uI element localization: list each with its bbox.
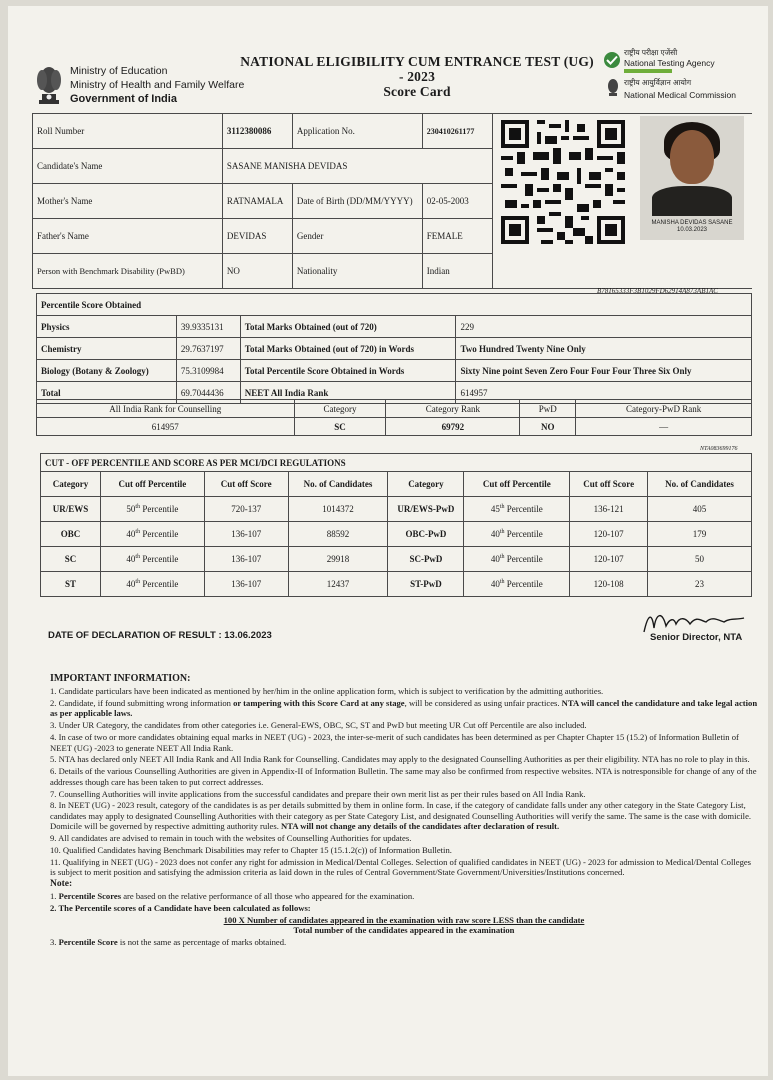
counselling-rank: 614957 xyxy=(37,418,295,436)
note-item xyxy=(50,937,758,947)
cutoff-cell xyxy=(100,497,204,522)
cutoff-cell: ST-PwD xyxy=(388,572,464,597)
note-text-bold: Percentile Score xyxy=(58,936,118,947)
ministry-health: Ministry of Health and Family Welfare xyxy=(70,79,245,91)
air-label: NEET All India Rank xyxy=(240,382,456,404)
rank-table xyxy=(36,399,752,436)
note-text-bold: Percentile Scores xyxy=(58,890,122,901)
cutoff-cell: 29918 xyxy=(288,547,388,572)
pct-word: Percentile xyxy=(506,529,543,539)
signatory-title: Senior Director, NTA xyxy=(650,632,743,643)
pct-num: 40 xyxy=(126,554,136,564)
pct-num: 40 xyxy=(126,579,136,589)
pct-word: Percentile xyxy=(506,504,543,514)
cutoff-reference-code: NTA083699176 xyxy=(700,446,738,452)
cutoff-header: Category xyxy=(41,472,101,497)
pct-sup: th xyxy=(499,554,505,560)
cutoff-cell: ST xyxy=(41,572,101,597)
info-item: 1. Candidate particulars have been indicated as mentioned by her/him in the online application form, which is subject to verification by the admitting authorities. xyxy=(50,686,604,697)
info-item: 4. In case of two or more candidates obtaining equal marks in NEET (UG) - 2023, the inter-se-merit of such candidates has been determined as per Chapter Chapter 15 (15.2) of Information Bulletin of NEET (UG) -2023 to generate NEET All India Rank. xyxy=(50,732,739,753)
title-line-2: - 2023 xyxy=(398,69,436,84)
percentile-score-table xyxy=(36,293,752,404)
table-row xyxy=(41,522,752,547)
cutoff-cell: OBC xyxy=(41,522,101,547)
pwd-value: NO xyxy=(520,418,576,436)
photo-body xyxy=(652,186,732,216)
rank-header-category-rank: Category Rank xyxy=(386,400,520,418)
table-row xyxy=(41,497,752,522)
page-title xyxy=(232,54,602,99)
marks-words-label: Total Marks Obtained (out of 720) in Words xyxy=(240,338,456,360)
nationality-value: Indian xyxy=(422,254,492,289)
info-item: 6. Details of the various Counselling Authorities are given in Appendix-II of Information Bulletin. The same may also be confirmed from respective websites. NTA is notresponsible for change of any of the addresses though care has been taken to put correct addresses. xyxy=(50,766,757,787)
cutoff-cell xyxy=(464,497,570,522)
cutoff-header: No. of Candidates xyxy=(288,472,388,497)
candidate-name: SASANE MANISHA DEVIDAS xyxy=(222,149,492,184)
pct-sup: th xyxy=(135,529,141,535)
cutoff-header: Cut off Score xyxy=(204,472,288,497)
pct-num: 40 xyxy=(126,529,136,539)
rank-header-pwd-rank: Category-PwD Rank xyxy=(576,400,752,418)
chemistry-label: Chemistry xyxy=(37,338,177,360)
roll-number: 3112380086 xyxy=(222,114,292,149)
national-emblem-icon xyxy=(32,58,66,112)
total-label: Total xyxy=(37,382,177,404)
important-information xyxy=(50,674,758,949)
cutoff-cell: 405 xyxy=(648,497,752,522)
pct-word: Percentile xyxy=(142,529,179,539)
chemistry-score: 29.7637197 xyxy=(176,338,240,360)
pct-num: 40 xyxy=(490,554,500,564)
info-item: 10. Qualified Candidates having Benchmark Disabilities may refer to Chapter 15 (15.1.2(c)) of Information Bulletin. xyxy=(50,844,452,855)
info-heading: IMPORTANT INFORMATION: xyxy=(50,673,191,684)
cutoff-header: Cut off Percentile xyxy=(100,472,204,497)
cutoff-cell xyxy=(464,547,570,572)
note-text: 1. xyxy=(50,890,59,901)
percentile-words-label: Total Percentile Score Obtained in Words xyxy=(240,360,456,382)
biology-score: 75.3109984 xyxy=(176,360,240,382)
title-line-1: NATIONAL ELIGIBILITY CUM ENTRANCE TEST (UG) xyxy=(240,54,594,69)
candidate-photo xyxy=(640,116,744,240)
total-marks: 229 xyxy=(456,316,752,338)
mother-label: Mother's Name xyxy=(33,184,223,219)
cutoff-cell xyxy=(100,522,204,547)
info-text: , will be considered as using unfair practices. xyxy=(404,698,562,709)
score-reference-code: B78165333F3B1029FD62914A873AB1AC xyxy=(597,287,718,295)
cutoff-cell xyxy=(464,522,570,547)
roll-label: Roll Number xyxy=(33,114,223,149)
cutoff-cell: 12437 xyxy=(288,572,388,597)
cutoff-header: No. of Candidates xyxy=(648,472,752,497)
cutoff-cell xyxy=(100,572,204,597)
pct-num: 50 xyxy=(126,504,136,514)
cutoff-cell: SC-PwD xyxy=(388,547,464,572)
nta-hindi: राष्ट्रीय परीक्षा एजेंसी xyxy=(624,48,678,57)
cutoff-header: Cut off Score xyxy=(570,472,648,497)
ministry-education: Ministry of Education xyxy=(70,65,168,77)
rank-header-air: All India Rank for Counselling xyxy=(37,400,295,418)
cutoff-table xyxy=(40,453,752,597)
father-label: Father's Name xyxy=(33,219,223,254)
air-value: 614957 xyxy=(456,382,752,404)
formula-numerator: 100 X Number of candidates appeared in the examination with raw score LESS than the candidate xyxy=(223,914,585,925)
table-row xyxy=(41,572,752,597)
cutoff-cell xyxy=(100,547,204,572)
photo-caption-name: MANISHA DEVIDAS SASANE xyxy=(651,220,733,226)
note-text: is not the same as percentage of marks obtained. xyxy=(117,936,287,947)
cutoff-cell xyxy=(464,572,570,597)
percentile-words: Sixty Nine point Seven Zero Four Four Four Three Six Only xyxy=(456,360,752,382)
app-label: Application No. xyxy=(292,114,422,149)
pct-word: Percentile xyxy=(506,579,543,589)
pct-num: 40 xyxy=(490,529,500,539)
nmc-name: National Medical Commission xyxy=(624,90,736,100)
gender-value: FEMALE xyxy=(422,219,492,254)
cutoff-cell: 120-108 xyxy=(570,572,648,597)
table-row xyxy=(41,547,752,572)
cutoff-cell: 136-107 xyxy=(204,522,288,547)
pct-word: Percentile xyxy=(142,554,179,564)
note-text: 3. xyxy=(50,936,59,947)
note-text: are based on the relative performance of all those who appeared for the examination. xyxy=(121,890,415,901)
info-item: 7. Counselling Authorities will invite applications from the successful candidates and prepare their own merit list as per their rules based on All India Rank. xyxy=(50,788,586,799)
cutoff-cell: 179 xyxy=(648,522,752,547)
cutoff-heading: CUT - OFF PERCENTILE AND SCORE AS PER MCI/DCI REGULATIONS xyxy=(41,454,752,472)
pwbd-value: NO xyxy=(222,254,292,289)
biology-label: Biology (Botany & Zoology) xyxy=(37,360,177,382)
nta-logo-icon xyxy=(604,52,620,68)
pct-num: 45 xyxy=(490,504,500,514)
pct-word: Percentile xyxy=(142,579,179,589)
pct-num: 40 xyxy=(490,579,500,589)
info-item: 3. Under UR Category, the candidates from other categories i.e. General-EWS, OBC, SC, ST and PwD but meeting UR Cut off Percentile are also included. xyxy=(50,720,587,731)
cutoff-cell: 720-137 xyxy=(204,497,288,522)
info-text-bold: NTA will not change any details of the candidates after declaration of result. xyxy=(281,821,560,832)
physics-label: Physics xyxy=(37,316,177,338)
mother-name: RATNAMALA xyxy=(222,184,292,219)
info-item xyxy=(50,800,758,831)
cutoff-cell: UR/EWS xyxy=(41,497,101,522)
pct-sup: th xyxy=(499,529,505,535)
government-of-india: Government of India xyxy=(70,93,177,105)
pct-sup: th xyxy=(135,554,141,560)
info-item: 9. All candidates are advised to remain in touch with the websites of Counselling Authorities for updates. xyxy=(50,832,412,843)
pct-word: Percentile xyxy=(142,504,179,514)
rank-header-category: Category xyxy=(294,400,386,418)
cutoff-cell: 50 xyxy=(648,547,752,572)
cutoff-cell: 23 xyxy=(648,572,752,597)
info-item: 11. Qualifying in NEET (UG) - 2023 does not confer any right for admission in Medical/Dental Colleges. Selection of qualified candidates in NEET (UG) - 2023 for admission to Medical/Dental Colleges is subject to merit position and satisfying the admission criteria as laid down in the rules of Central Government/State Government/Universities/Institutions concerned. xyxy=(50,856,752,877)
cutoff-header: Category xyxy=(388,472,464,497)
note-heading: Note: xyxy=(50,878,73,889)
gender-label: Gender xyxy=(292,219,422,254)
qr-code-icon xyxy=(497,116,629,248)
info-text-bold: NTA will cancel the candidature and take legal action as per applicable laws. xyxy=(50,698,758,719)
nta-bar xyxy=(624,69,672,73)
cutoff-cell: 120-107 xyxy=(570,547,648,572)
dob-label: Date of Birth (DD/MM/YYYY) xyxy=(292,184,422,219)
cutoff-header: Cut off Percentile xyxy=(464,472,570,497)
cutoff-cell: 1014372 xyxy=(288,497,388,522)
pct-sup: th xyxy=(135,579,141,585)
nta-nmc-logos xyxy=(604,48,773,108)
cutoff-cell: UR/EWS-PwD xyxy=(388,497,464,522)
marks-words: Two Hundred Twenty Nine Only xyxy=(456,338,752,360)
info-text-bold: or tampering with this Score Card at any stage xyxy=(233,698,405,709)
nationality-label: Nationality xyxy=(292,254,422,289)
photo-caption xyxy=(640,220,744,234)
pct-sup: th xyxy=(135,504,141,510)
pwbd-label: Person with Benchmark Disability (PwBD) xyxy=(33,254,223,289)
pct-sup: th xyxy=(499,504,505,510)
cutoff-cell: 88592 xyxy=(288,522,388,547)
pct-sup: th xyxy=(499,579,505,585)
total-marks-label: Total Marks Obtained (out of 720) xyxy=(240,316,456,338)
info-item xyxy=(50,698,758,719)
category-value: SC xyxy=(294,418,386,436)
ministry-header xyxy=(32,58,245,118)
nmc-emblem-icon xyxy=(606,78,620,98)
cutoff-cell: 136-121 xyxy=(570,497,648,522)
cutoff-cell: 120-107 xyxy=(570,522,648,547)
photo-face xyxy=(670,130,714,184)
rank-header-pwd: PwD xyxy=(520,400,576,418)
declaration-date: DATE OF DECLARATION OF RESULT : 13.06.2023 xyxy=(48,630,272,641)
note-item xyxy=(50,891,758,901)
info-item: 5. NTA has declared only NEET All India Rank and All India Rank for Counselling. Candidates may apply to the designated Counselling Authorities as per their eligibility. NTA has no role to play in this. xyxy=(50,754,750,765)
title-line-3: Score Card xyxy=(383,84,451,99)
cutoff-cell: 136-107 xyxy=(204,572,288,597)
pwd-rank: — xyxy=(576,418,752,436)
physics-score: 39.9335131 xyxy=(176,316,240,338)
father-name: DEVIDAS xyxy=(222,219,292,254)
formula-denominator: Total number of the candidates appeared in the examination xyxy=(293,924,515,935)
application-number: 230410261177 xyxy=(422,114,492,149)
pct-word: Percentile xyxy=(506,554,543,564)
info-text: 2. Candidate, if found submitting wrong information xyxy=(50,698,234,709)
name-label: Candidate's Name xyxy=(33,149,223,184)
nta-name: National Testing Agency xyxy=(624,58,715,68)
note-item: 2. The Percentile scores of a Candidate have been calculated as follows: xyxy=(50,902,311,913)
total-percentile: 69.7044436 xyxy=(176,382,240,404)
cutoff-cell: SC xyxy=(41,547,101,572)
info-text: 8. In NEET (UG) - 2023 result, category of the candidates is as per details submitted by them in online form. In case, if the category of candidate falls under any other category in the State Category List, candidates may apply to designated Counselling Authorities with their category as per State Category List, and designated Counselling Authorities will verify the same. The same is the case with domicile. Domicile will be governed by respective admitting authority rules. xyxy=(50,800,752,832)
category-rank: 69792 xyxy=(386,418,520,436)
cutoff-cell: OBC-PwD xyxy=(388,522,464,547)
photo-caption-date: 10.03.2023 xyxy=(676,227,708,233)
dob-value: 02-05-2003 xyxy=(422,184,492,219)
percentile-heading: Percentile Score Obtained xyxy=(37,294,752,316)
cutoff-cell: 136-107 xyxy=(204,547,288,572)
nmc-hindi: राष्ट्रीय आयुर्विज्ञान आयोग xyxy=(624,78,692,87)
